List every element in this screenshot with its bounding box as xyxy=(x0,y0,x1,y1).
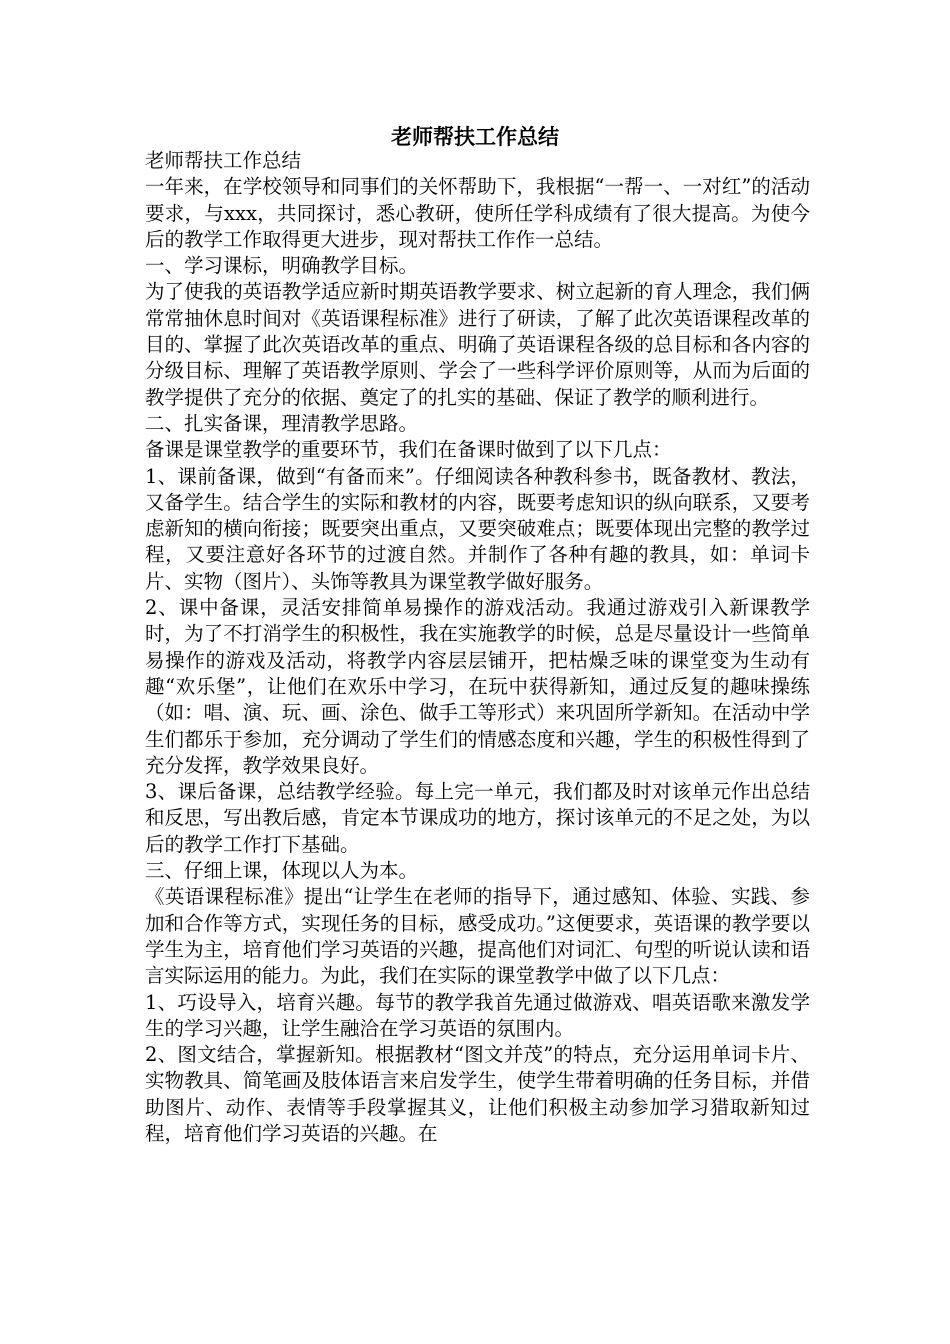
document-body xyxy=(145,148,810,1147)
paragraph: 备课是课堂教学的重要环节，我们在备课时做到了以下几点： xyxy=(145,438,672,462)
section-heading-3: 三、仔细上课，体现以人为本。 xyxy=(145,859,419,883)
list-item: 1、课前备课，做到“有备而来”。仔细阅读各种教科参书，既备教材、教法，又备学生。结合学生的实际和教材的内容，既要考虑知识的纵向联系，又要考虑新知的横向衔接；既要突出重点，又要突破难点；既要体现出完整的教学过程，又要注意好各环节的过渡自然。并制作了各种有趣的教具，如：单词卡片、实物（图片）、头饰等教具为课堂教学做好服务。 xyxy=(145,464,810,593)
list-item: 3、课后备课，总结教学经验。每上完一单元，我们都及时对该单元作出总结和反思，写出教后感，肯定本节课成功的地方，探讨该单元的不足之处，为以后的教学工作打下基础。 xyxy=(145,780,810,856)
document-title: 老师帮扶工作总结 xyxy=(391,124,559,149)
paragraph: 《英语课程标准》提出“让学生在老师的指导下，通过感知、体验、实践、参加和合作等方式，实现任务的目标，感受成功。”这便要求，英语课的教学要以学生为主，培育他们学习英语的兴趣，提高他们对词汇、句型的听说认读和语言实际运用的能力。为此，我们在实际的课堂教学中做了以下几点： xyxy=(145,885,810,988)
paragraph-intro: 一年来，在学校领导和同事们的关怀帮助下，我根据“一帮一、一对红”的活动要求，与xxx，共同探讨，悉心教研，使所任学科成绩有了很大提高。为使今后的教学工作取得更大进步，现对帮扶工作作一总结。 xyxy=(145,175,810,251)
list-item: 2、课中备课，灵活安排简单易操作的游戏活动。我通过游戏引入新课教学时，为了不打消学生的积极性，我在实施教学的时候，总是尽量设计一些简单易操作的游戏及活动，将教学内容层层铺开，把枯燥乏味的课堂变为生动有趣“欢乐堡”，让他们在欢乐中学习，在玩中获得新知，通过反复的趣味操练（如：唱、演、玩、画、涂色、做手工等形式）来巩固所学新知。在活动中学生们都乐于参加，充分调动了学生们的情感态度和兴趣，学生的积极性得到了充分发挥，教学效果良好。 xyxy=(145,596,810,777)
list-item: 1、巧设导入，培育兴趣。每节的教学我首先通过做游戏、唱英语歌来激发学生的学习兴趣，让学生融洽在学习英语的氛围内。 xyxy=(145,990,810,1040)
paragraph: 为了使我的英语教学适应新时期英语教学要求、树立起新的育人理念，我们俩常常抽休息时间对《英语课程标准》进行了研读，了解了此次英语课程改革的目的、掌握了此次英语改革的重点、明确了英语课程各级的总目标和各内容的分级目标、理解了英语教学原则、学会了一些科学评价原则等，从而为后面的教学提供了充分的依据、奠定了的扎实的基础、保证了教学的顺利进行。 xyxy=(145,280,810,409)
section-heading-2: 二、扎实备课，理清教学思路。 xyxy=(145,411,419,435)
list-item: 2、图文结合，掌握新知。根据教材“图文并茂”的特点，充分运用单词卡片、实物教具、简笔画及肢体语言来启发学生，使学生带着明确的任务目标，并借助图片、动作、表情等手段掌握其义，让他们积极主动参加学习猎取新知过程，培育他们学习英语的兴趣。在 xyxy=(145,1043,810,1145)
paragraph-subtitle: 老师帮扶工作总结 xyxy=(145,149,302,172)
section-heading-1: 一、学习课标，明确教学目标。 xyxy=(145,254,419,278)
